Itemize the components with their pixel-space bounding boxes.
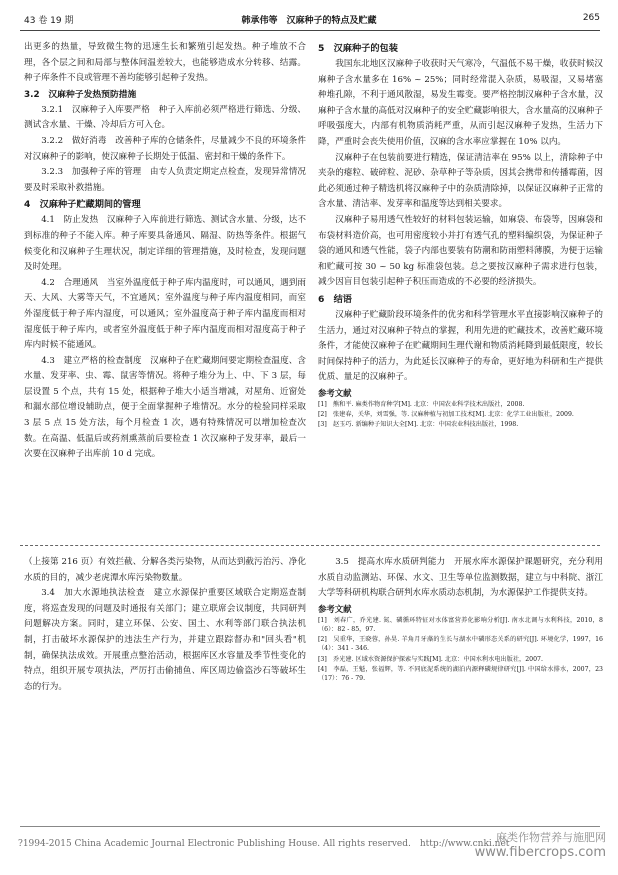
- reference-item: [2] 吴重华，王晓蓉，孙昊. 羊角月牙藻的生长与湖水中磷形态关系的研究[J]. 环境化学，1997，16（4）：341 - 346.: [318, 636, 603, 653]
- paragraph-5-3: 汉麻种子易用透气性较好的材料包装运输，如麻袋、布袋等，因麻袋和布袋材料造价高，也可用密度较小并打有透气孔的塑料编织袋，为保证种子袋的通风和透气性能，袋子内部也要装有防潮和防雨塑料薄膜，为便于运输和贮藏可按 30 ~ 50 kg 标准袋包装。总之要按汉麻种子需求进行包装，减少因盲目包装引起种子积压而造成的不必要的经济损失。: [318, 214, 603, 288]
- paragraph-3-2-3: 3.2.3 加强种子库的管理 由专人负责定期定点检查，发现异常情况要及时采取补救措施。: [24, 167, 306, 193]
- reference-item: [3] 赵玉巧. 新编种子知识大全[M]. 北京：中国农业科技出版社，1998.: [318, 421, 519, 429]
- section-heading-6: 6 结语: [318, 293, 352, 305]
- paragraph-3-2-2: 3.2.2 做好消毒 改善种子库的仓储条件，尽量减少不良的环境条件对汉麻种子的影响，使汉麻种子长期处于低温、密封和干燥的条件下。: [24, 135, 306, 162]
- references-list: [318, 400, 603, 430]
- footer-rule: [20, 826, 600, 827]
- continued-article-left-column: [24, 555, 306, 695]
- paragraph-continued: （上接第 216 页）有效拦截、分解各类污染物，从而达到截污治污、净化水质的目的，减少老虎潭水库污染物数量。: [24, 557, 306, 583]
- header-rule: [20, 30, 600, 31]
- paragraph-3-4: 3.4 加大水源地执法检查 建立水源保护重要区域联合定期巡查制度，将巡查发现的问题及时通报有关部门；建立联席会议制度，共同研判问题解决方案。同时，建立环保、公安、国土、水利等部门联合执法机制，打击破坏水源保护的违法生产行为，并建立跟踪督办和"回头看"机制，确保执法成效。开展重点整治活动，根据库区水容量及季节性变化的特点，组织开展专项执法，严厉打击偷捕鱼、库区周边偷盗沙石等破坏生态的行为。: [24, 588, 306, 692]
- copyright-footer: ?1994-2015 China Academic Journal Electronic Publishing House. All rights reserved. http://www.cnki.net: [18, 839, 510, 849]
- journal-issue: 43 卷 19 期: [24, 16, 74, 26]
- section-heading-4: 4 汉麻种子贮藏期间的管理: [24, 199, 141, 211]
- article-left-column: [24, 40, 306, 463]
- references-title: 参考文献: [318, 603, 352, 614]
- paragraph-4-2: 4.2 合理通风 当室外温度低于种子库内温度时，可以通风，遇到雨天、大风、大雾等天气，不宜通风；室外温度与种子库内温度相同，而室外湿度低于种子库内湿度，可以通风；室外温度高于种子库内温度而相对湿度低于种子库内，或者室外温度低于种子库内温度而相对湿度高于种子库内时候不能通风。: [24, 277, 306, 351]
- paragraph-5-1: 我国东北地区汉麻种子收获时天气寒冷，气温低不易干燥，收获时候汉麻种子含水量多在 16% ~ 25%；同时经常混入杂质，易吸湿，又易堵塞种堆孔隙，不利于通风散湿，易发生霉变。要严格控制汉麻种子含水量，汉麻种子含水量的高低对汉麻种子的安全贮藏影响很大，含水量高的汉麻种子呼吸强度大，内部有机物质消耗严重，从而引起汉麻种子发热，生活力下降，严重时会丧失使用价值，汉麻的含水率应掌握在 10% 以内。: [318, 59, 603, 147]
- reference-item: [2] 张建春，关华，刘雪强，等. 汉麻种植与初加工技术[M]. 北京：化学工业出版社，2009.: [318, 411, 574, 419]
- page-number: 265: [582, 13, 600, 23]
- paragraph-3-5: 3.5 提高水库水质研判能力 开展水库水源保护课题研究，充分利用水质自动监测站、环保、水文、卫生等单位监测数据，建立与中科院、浙江大学等科研机构联合研判水库水质动态机制，为水源保护工作提供支持。: [318, 557, 603, 599]
- site-watermark: [475, 829, 606, 860]
- reference-item: [1] 刘春广，乔光建. 氮、磷循环特征对水体富营养化影响分析[J]. 南水北调与水利科技，2010，8（6）：82 - 85，97.: [318, 616, 603, 633]
- running-title: 韩承伟等 汉麻种子的特点及贮藏: [241, 16, 377, 26]
- paragraph-5-2: 汉麻种子在包装前要进行精选，保证清洁率在 95% 以上，清除种子中夹杂的瘪粒、破碎粒、泥砂、杂草种子等杂质，因其会携带和传播霉菌，因此必须通过种子精选机将汉麻种子中的杂质清除掉，以保证汉麻种子正常的含水量、清洁率、发芽率和温度等达到相关要求。: [318, 152, 603, 210]
- references-list: [318, 616, 603, 683]
- paragraph-4-3: 4.3 建立严格的检查制度 汉麻种子在贮藏期间要定期检查温度、含水量、发芽率、虫、霉、鼠害等情况。将种子堆分为上、中、下 3 层，每层设置 5 个点，共有 15 处，根据种子堆大小适当增减，对屋角、近窗处和漏水部位增设辅助点，便于全面掌握种子堆情况。水分的检验同样采取 3 层 5 点 15 处方法，每个月检查 1 次，遇有特殊情况可以增加检查次数。在高温、低温后或药剂熏蒸前后要检查 1 次汉麻种子发芽率，最后一次要在汉麻种子出库前 10 d 完成。: [24, 355, 306, 460]
- reference-item: [1] 熊和平. 麻类作物育种学[M]. 北京：中国农业科学技术出版社，2008.: [318, 400, 525, 408]
- continued-article-right-column: [318, 555, 603, 684]
- paragraph-6-1: 汉麻种子贮藏阶段环境条件的优劣和科学管理水平直接影响汉麻种子的生活力，通过对汉麻种子特点的掌握，利用先进的贮藏技术，改善贮藏环境条件，才能使汉麻种子在贮藏期间生理代谢和物质消耗降到最低限度，较长时间保持种子的活力，为此延长汉麻种子的寿命，更好地为科研和生产提供优质、量足的汉麻种子。: [318, 309, 603, 383]
- section-heading-5: 5 汉麻种子的包装: [318, 43, 398, 54]
- heading-3-2: 3.2 汉麻种子发热预防措施: [24, 89, 137, 100]
- watermark-url: www.fibercrops.com: [474, 845, 606, 860]
- watermark-site-name: 麻类作物营养与施肥网: [496, 831, 606, 844]
- paragraph-3-2-1: 3.2.1 汉麻种子入库要严格 种子入库前必须严格进行筛选、分级、测试含水量、干燥、冷却后方可入仓。: [24, 104, 306, 131]
- article-right-column: [318, 40, 603, 430]
- reference-item: [4] 李磊，王魁，张福辉，等. 不同底泥系统的湖泊内源释磷规律研究[J]. 中国给水排水，2007，23（17）：76 - 79.: [318, 665, 603, 682]
- reference-item: [3] 乔光建. 区域水资源保护探索与实践[M]. 北京：中国水利水电出版社，2007.: [318, 655, 543, 663]
- paragraph-intro: 出更多的热量，导致微生物的迅速生长和繁殖引起发热。种子堆放不合理，各个层之间和局部与整体间温差较大，也能够造成水分转移、结露。种子库条件不良或管理不善均能够引起种子发热。: [24, 42, 306, 84]
- article-divider: [20, 545, 600, 546]
- paragraph-4-1: 4.1 防止发热 汉麻种子入库前进行筛选、测试含水量、分级，达不到标准的种子不能入库。种子库要具备通风、隔湿、防热等条件。根据气候变化和汉麻种子生理状况，制定详细的管理措施，及时检查，发现问题及时处理。: [24, 215, 306, 273]
- references-title: 参考文献: [318, 387, 352, 398]
